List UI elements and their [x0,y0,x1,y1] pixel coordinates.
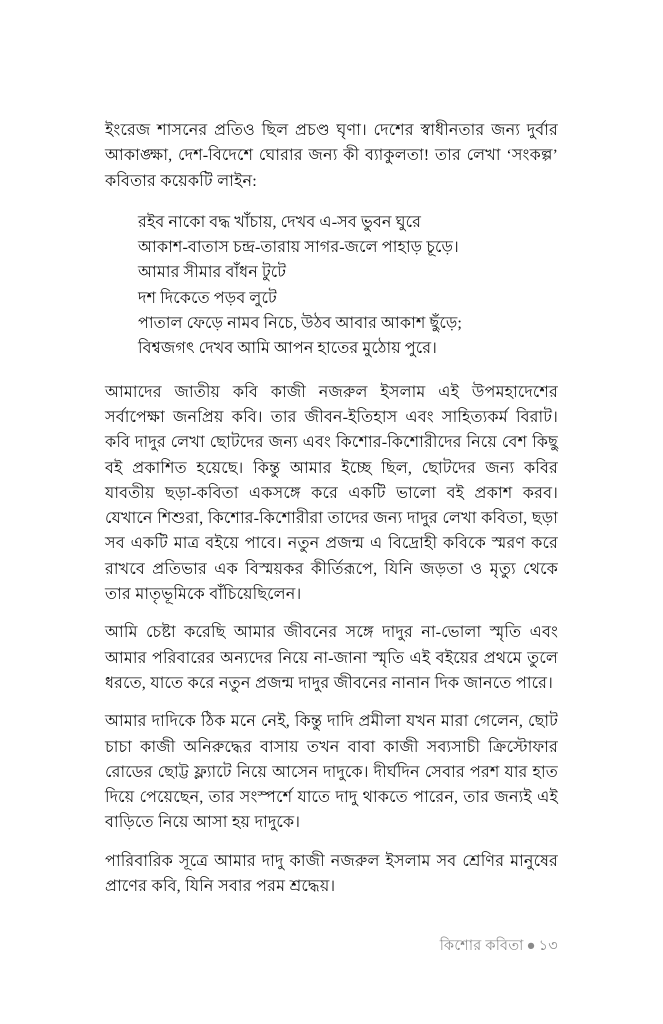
footer-page-number: ১৩ [538,938,558,954]
poem-line-6: বিশ্বজগৎ দেখব আমি আপন হাতের মুঠোয় পুরে। [138,339,437,358]
memoir-paragraph: আমি চেষ্টা করেছি আমার জীবনের সঙ্গে দাদুর না-ভোলা স্মৃতি এবং আমার পরিবারের অন্যদের নিয়ে না-জানা স্মৃতি এই বইয়ের প্রথমে তুলে ধরতে, যাতে করে নতুন প্রজন্ম দাদুর জীবনের নানান দিক জানতে পারে। [105,623,558,692]
national-poet-paragraph: আমাদের জাতীয় কবি কাজী নজরুল ইসলাম এই উপমহাদেশের সর্বাপেক্ষা জনপ্রিয় কবি। তার জীবন-ইতিহাস এবং সাহিত্যকর্ম বিরাট। কবি দাদুর লেখা ছোটদের জন্য এবং কিশোর-কিশোরীদের নিয়ে বেশ কিছু বই প্রকাশিত হয়েছে। কিন্তু আমার ইচ্ছে ছিল, ছোটদের জন্য কবির যাবতীয় ছড়া-কবিতা একসঙ্গে করে একটি ভালো বই প্রকাশ করব। যেখানে শিশুরা, কিশোর-কিশোরীরা তাদের জন্য দাদুর লেখা কবিতা, ছড়া সব একটি মাত্র বইয়ে পাবে। নতুন প্রজন্ম এ বিদ্রোহী কবিকে স্মরণ করে রাখবে প্রতিভার এক বিস্ময়কর কীর্তিরূপে, যিনি জড়তা ও মৃত্যু থেকে তার মাতৃভূমিকে বাঁচিয়েছিলেন। [105,382,558,604]
poem-line-3: আমার সীমার বাঁধন টুটে [138,263,287,282]
page-footer [105,936,558,956]
grandmother-paragraph: আমার দাদিকে ঠিক মনে নেই, কিন্তু দাদি প্রমীলা যখন মারা গেলেন, ছোট চাচা কাজী অনিরুদ্ধের বাসায় তখন বাবা কাজী সব্যসাচী ক্রিস্টোফার রোডের ছোট্ট ফ্ল্যাটে নিয়ে আসেন দাদুকে। দীর্ঘদিন সেবার পরশ যার হাত দিয়ে পেয়েছেন, তার সংস্পর্শে যাতে দাদু থাকতে পারেন, তার জন্যই এই বাড়িতে নিয়ে আসা হয় দাদুকে। [105,712,558,832]
poem-line-2: আকাশ-বাতাস চন্দ্র-তারায় সাগর-জলে পাহাড় চূড়ে। [138,238,459,257]
closing-paragraph: পারিবারিক সূত্রে আমার দাদু কাজী নজরুল ইসলাম সব শ্রেণির মানুষের প্রাণের কবি, যিনি সবার পরম শ্রদ্ধেয়। [105,851,558,896]
footer-book-title: কিশোর কবিতা [439,938,524,954]
intro-paragraph: ইংরেজ শাসনের প্রতিও ছিল প্রচণ্ড ঘৃণা। দেশের স্বাধীনতার জন্য দুর্বার আকাঙ্ক্ষা, দেশ-বিদেশে ঘোরার জন্য কী ব্যাকুলতা! তার লেখা ‘সংকল্প’ কবিতার কয়েকটি লাইন: [105,121,558,190]
footer-separator-icon: ● [526,938,536,954]
poem-line-1: রইব নাকো বদ্ধ খাঁচায়, দেখব এ-সব ভুবন ঘুরে [138,212,422,231]
poem-block [105,210,558,362]
page-content [105,118,558,899]
poem-line-4: দশ দিকেতে পড়ব লুটে [138,288,277,307]
poem-line-5: পাতাল ফেড়ে নামব নিচে, উঠব আবার আকাশ ছুঁড়ে; [138,314,462,333]
